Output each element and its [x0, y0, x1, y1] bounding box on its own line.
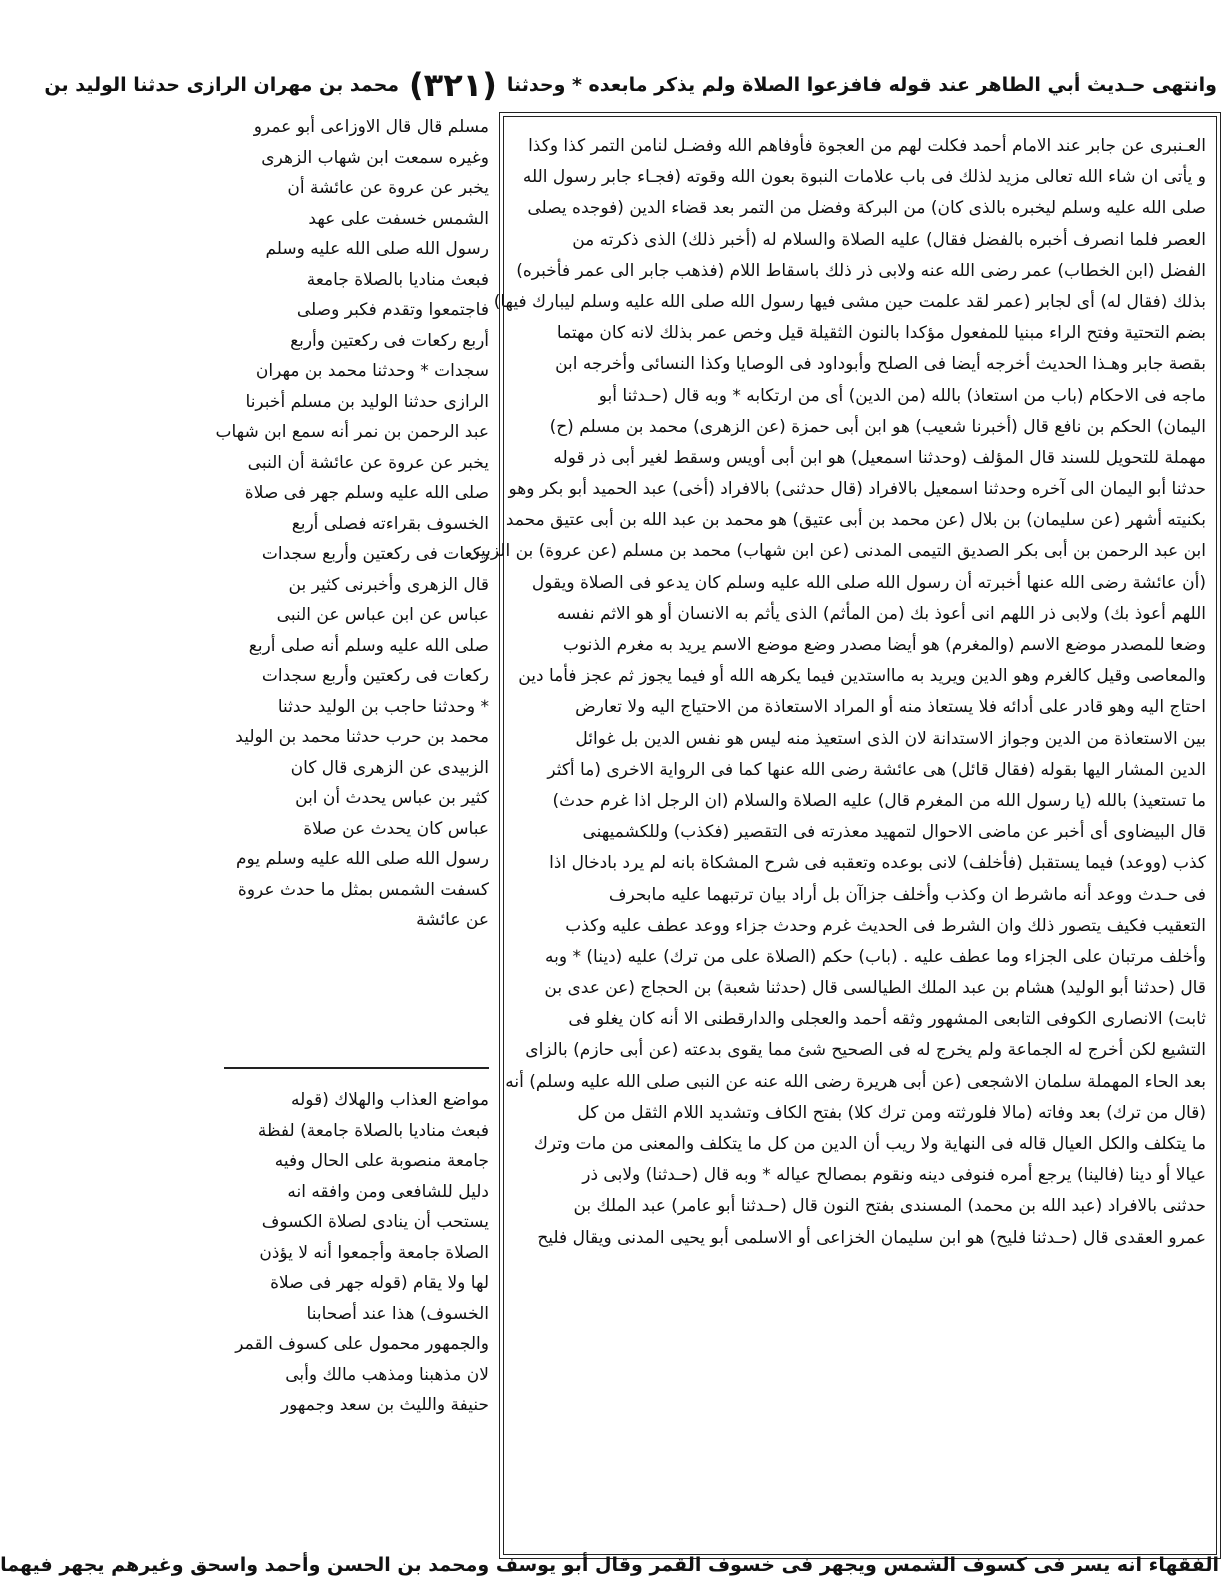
side-text-line: عن عائشة: [416, 910, 489, 930]
main-text-line: العصر فلما انصرف أخبره بالفضل فقال) عليه الصلاة والسلام له (أخبر ذلك) الذى ذكرته من: [572, 229, 1206, 250]
main-text-line: فى حـدث ووعد أنه ماشرط ان وكذب وأخلف جزاآن بل أراد بيان ترتبهما عليه مابحرف: [608, 884, 1206, 905]
main-commentary-frame: [471, 112, 1221, 1559]
side-text-line: ركعات فى ركعتين وأربع سجدات: [261, 544, 489, 564]
main-text-line: بكنيته أشهر (عن سليمان) بن بلال (عن محمد بن أبى عتيق) هو محمد بن عبد الله بن أبى عتيق محمد: [505, 510, 1206, 531]
main-text-line: ابن عبد الرحمن بن أبى بكر الصديق التيمى المدنى (عن ابن شهاب) محمد بن مسلم (عن عروة) بن الزبير: [471, 541, 1206, 562]
footer-continuation-line: الفقهاء انه يسر فى كسوف الشمس ويجهر فى خسوف القمر وقال أبو يوسف ومحمد بن الحسن وأحمد واسحق وغيرهم يجهر فيهما: [0, 1554, 1219, 1576]
side-text-line: الخسوف بقراءته فصلى أربع: [291, 513, 489, 534]
main-text-line: بذلك (فقال له) أى لجابر (عمر لقد علمت حين مشى فيها رسول الله صلى الله عليه وسلم ليبارك فيها): [493, 291, 1206, 312]
main-text-line: الفضل (ابن الخطاب) عمر رضى الله عنه ولابى ذر ذلك باسقاط اللام (فذهب جابر الى عمر فأخبره): [516, 260, 1206, 281]
header-right-text: وانتهى حـديث أبي الطاهر عند قوله فافزعوا الصلاة ولم يذكر مابعده * وحدثنا: [506, 73, 1217, 96]
side-text-line: مسلم قال قال الاوزاعى أبو عمرو: [253, 117, 489, 137]
side-text-line: كسفت الشمس بمثل ما حدث عروة: [237, 879, 489, 900]
column-divider: [224, 1067, 489, 1069]
side-note-line: والجمهور محمول على كسوف القمر: [235, 1334, 489, 1354]
side-text-line: عباس كان يحدث عن صلاة: [303, 818, 489, 839]
main-text-line: التشيع لكن أخرج له الجماعة ولم يخرج له فى الصحيح شئ مما يقوى بدعته (عن أبى حازم) بالزاى: [525, 1040, 1206, 1061]
side-text-line: كثير بن عباس يحدث أن ابن: [295, 788, 489, 808]
main-text-line: بعد الحاء المهملة سلمان الاشجعى (عن أبى هريرة رضى الله عنه عن النبى صلى الله عليه وسلم) أنه: [505, 1071, 1206, 1092]
side-note-line: مواضع العذاب والهلاك (قوله: [291, 1090, 489, 1110]
main-text-line: ثابت) الانصارى الكوفى التابعى المشهور وثقه أحمد والعجلى والدارقطنى الا أنه كان يغلو فى: [568, 1009, 1206, 1030]
side-text-line: يخبر عن عروة عن عائشة أن: [287, 178, 489, 198]
main-text-line: التعقيب فكيف يتصور ذلك وان الشرط فى الحديث غرم وحدث جزاء ووعد عطف عليه وكذب: [565, 915, 1206, 936]
side-text-line: سجدات * وحدثنا محمد بن مهران: [255, 361, 489, 381]
side-text-line: يخبر عن عروة عن عائشة أن النبى: [247, 452, 489, 473]
side-text-line: صلى الله عليه وسلم أنه صلى أربع: [248, 635, 489, 656]
main-text-line: (قال من ترك) بعد وفاته (مالا فلورثته ومن ترك كلا) بفتح الكاف وتشديد اللام الثقل من كل: [577, 1102, 1206, 1123]
main-text-line: الدين المشار اليها بقوله (فقال قائل) هى عائشة رضى الله عنها كما فى الرواية الاخرى (ما أكثر: [547, 759, 1206, 780]
side-hadith-text: [215, 112, 489, 936]
main-text-line: مهملة للتحويل للسند قال المؤلف (وحدثنا اسمعيل) هو ابن أبى أويس وسقط لغير أبى ذر قوله: [553, 447, 1206, 468]
main-text-line: اليمان) الحكم بن نافع قال (أخبرنا شعيب) هو ابن أبى حمزة (عن الزهرى) محمد بن مسلم (ح): [549, 416, 1206, 437]
side-text-line: * وحدثنا حاجب بن الوليد حدثنا: [277, 696, 489, 717]
side-text-line: رسول الله صلى الله عليه وسلم: [265, 239, 489, 259]
side-note-line: الصلاة جامعة وأجمعوا أنه لا يؤذن: [259, 1242, 489, 1263]
side-notes-text: [224, 1085, 489, 1421]
side-note-line: الخسوف) هذا عند أصحابنا: [306, 1303, 489, 1324]
side-text-line: عبد الرحمن بن نمر أنه سمع ابن شهاب: [215, 422, 489, 442]
main-text-line: ما تستعيذ) بالله (يا رسول الله من المغرم قال) عليه الصلاة والسلام (ان الرجل اذا غرم حدث): [552, 790, 1206, 811]
main-text-line: بين الاستعاذة من الدين وجواز الاستدانة لان الذى استعيذ منه ليس هو نفس الدين بل غوائل: [575, 728, 1206, 749]
side-text-line: الشمس خسفت على عهد: [308, 208, 489, 229]
side-note-line: دليل للشافعى ومن وافقه انه: [287, 1181, 489, 1202]
main-text-line: ما يتكلف والكل العيال قاله فى النهاية ولا ريب أن الدين من كل ما يتكلف والمعنى من مات وترك: [533, 1134, 1206, 1154]
page-header: [44, 64, 1217, 106]
main-text-line: والمعاصى وقيل كالغرم وهو الدين ويريد به مااستدين فيما يكرهه الله أو فيما يجوز ثم عجز فأما دين: [518, 666, 1206, 687]
main-text-line: ماجه فى الاحكام (باب من استعاذ) بالله (من الدين) أى من ارتكابه * وبه قال (حـدثنا أبو: [598, 385, 1206, 406]
side-note-line: لها ولا يقام (قوله جهر فى صلاة: [270, 1273, 489, 1293]
header-left-text: محمد بن مهران الرازى حدثنا الوليد بن: [44, 73, 400, 96]
main-commentary-text: [471, 131, 1206, 1254]
main-text-line: قال البيضاوى أى أخبر عن ماضى الاحوال لتمهيد معذرته فى التقصير (فكذب) وللكشميهنى: [582, 822, 1206, 843]
main-text-line: عمرو العقدى قال (حـدثنا فليح) هو ابن سليمان الخزاعى أو الاسلمى أبو يحيى المدنى ويقال فليح: [537, 1227, 1206, 1248]
main-text-line: كذب (ووعد) فيما يستقبل (فأخلف) لانى بوعده وتعقبه فى شرح المشكاة بانه لم يرد بادخال اذا: [549, 853, 1206, 874]
side-text-line: رسول الله صلى الله عليه وسلم يوم: [236, 849, 489, 869]
side-text-line: عباس عن ابن عباس عن النبى: [276, 605, 489, 625]
side-text-line: الرازى حدثنا الوليد بن مسلم أخبرنا: [245, 391, 489, 412]
main-text-line: وأخلف مرتبان على الجزاء وما عطف عليه . (باب) حكم (الصلاة على من ترك) عليه (دينا) * وبه: [545, 946, 1206, 967]
side-text-line: أربع ركعات فى ركعتين وأربع: [290, 330, 489, 351]
main-text-line: و يأتى ان شاء الله تعالى مزيد لذلك فى باب علامات النبوة بعون الله وقوته (فجـاء جابر رسول الله: [522, 167, 1206, 188]
side-text-line: قال الزهرى وأخبرنى كثير بن: [288, 574, 489, 595]
side-text-line: ركعات فى ركعتين وأربع سجدات: [261, 666, 489, 686]
main-text-line: (أن عائشة رضى الله عنها أخبرته أن رسول الله صلى الله عليه وسلم كان يدعو فى الصلاة ويقول: [531, 572, 1206, 593]
side-text-line: فبعث مناديا بالصلاة جامعة: [306, 269, 489, 290]
side-text-line: محمد بن حرب حدثنا محمد بن الوليد: [235, 727, 489, 747]
side-text-line: فاجتمعوا وتقدم فكبر وصلى: [296, 300, 489, 320]
main-text-line: قال (حدثنا أبو الوليد) هشام بن عبد الملك الطيالسى قال (حدثنا شعبة) بن الحجاج (عن عدى بن: [544, 978, 1206, 999]
side-note-line: فبعث مناديا بالصلاة جامعة) لفظة: [257, 1120, 489, 1141]
side-note-line: لان مذهبنا ومذهب مالك وأبى: [285, 1364, 489, 1385]
main-text-line: اللهم أعوذ بك) ولابى ذر اللهم انى أعوذ بك (من المأثم) الذى يأثم به الانسان أو هو الاثم نفسه: [557, 603, 1206, 624]
main-text-line: بضم التحتية وفتح الراء مبنيا للمفعول مؤكدا بالنون الثقيلة قيل وخص عمر بذلك لانه كان مهتما: [556, 323, 1206, 344]
main-text-line: صلى الله عليه وسلم ليخبره بالذى كان) من البركة وفضل من التمر بعد قضاء الدين (فوجده يصلى: [527, 198, 1206, 219]
side-column: [215, 112, 489, 1592]
side-text-line: صلى الله عليه وسلم جهر فى صلاة: [244, 483, 489, 503]
page-number: (٣٢١): [409, 66, 497, 104]
main-text-line: وضعا للمصدر موضع الاسم (والمغرم) هو أيضا مصدر وضع موضع الاسم يريد به مغرم الذنوب: [562, 635, 1206, 655]
main-text-line: حدثنا أبو اليمان الى آخره وحدثنا اسمعيل بالافراد (قال حدثنى) بالافراد (أخى) عبد الحميد أبو بكر وهو: [508, 479, 1206, 500]
side-text-line: وغيره سمعت ابن شهاب الزهرى: [261, 147, 489, 168]
side-note-line: حنيفة والليث بن سعد وجمهور: [280, 1395, 489, 1415]
main-text-line: احتاج اليه وهو قادر على أدائه فلا يستعاذ منه أو المراد الاستعاذة من الاحتياج اليه ولا تعارض: [575, 697, 1206, 718]
side-text-line: الزبيدى عن الزهرى قال كان: [290, 757, 489, 778]
main-text-line: حدثنى بالافراد (عبد الله بن محمد) المسندى بفتح النون قال (حـدثنا أبو عامر) عبد الملك بن: [573, 1196, 1206, 1217]
main-text-line: بقصة جابر وهـذا الحديث أخرجه أيضا فى الصلح وأبوداود فى الوصايا وكذا النسائى وأخرجه ابن: [555, 354, 1206, 375]
main-text-line: العـنبرى عن جابر عند الامام أحمد فكلت لهم من العجوة فأوفاهم الله وفضـل لنامن التمر كذا وكذا: [528, 136, 1206, 156]
side-note-line: يستحب أن ينادى لصلاة الكسوف: [261, 1212, 489, 1232]
main-text-line: عيالا أو دينا (فالينا) يرجع أمره فنوفى دينه ونقوم بمصالح عياله * وبه قال (حـدثنا) ولابى ذر: [582, 1165, 1206, 1186]
side-note-line: جامعة منصوبة على الحال وفيه: [274, 1151, 489, 1171]
